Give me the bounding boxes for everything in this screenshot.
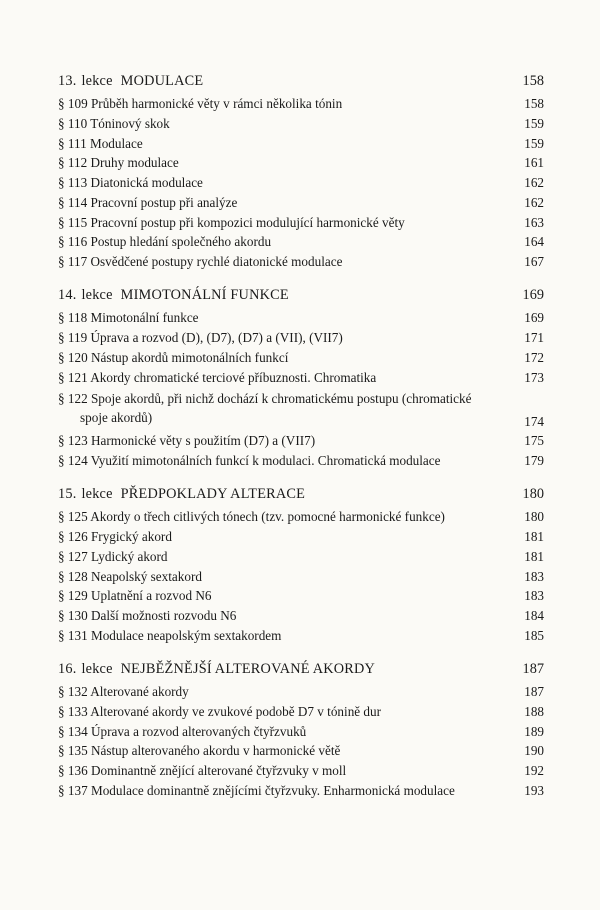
toc-entry[interactable] bbox=[58, 705, 544, 718]
section-page-number: 187 bbox=[522, 660, 544, 677]
toc-entry-page: 173 bbox=[524, 369, 544, 385]
toc-entry-label: § 119 Úprava a rozvod (D), (D7), (D7) a (VII), (VII7) bbox=[58, 330, 343, 346]
lesson-title: MODULACE bbox=[120, 73, 204, 89]
toc-entry-page: 167 bbox=[524, 253, 544, 269]
toc-entry[interactable] bbox=[58, 725, 544, 738]
toc-entry-label: § 128 Neapolský sextakord bbox=[58, 568, 202, 584]
lesson-word: lekce bbox=[81, 287, 113, 304]
table-of-contents bbox=[58, 74, 544, 797]
toc-entry[interactable] bbox=[58, 629, 544, 642]
toc-section bbox=[58, 74, 544, 268]
section-page-number: 169 bbox=[522, 287, 544, 304]
toc-entry-page: 171 bbox=[524, 330, 544, 346]
toc-entry-label: § 132 Alterované akordy bbox=[58, 684, 189, 700]
toc-entry-page: 183 bbox=[524, 568, 544, 584]
toc-entry[interactable] bbox=[58, 216, 544, 229]
toc-entry-label: § 114 Pracovní postup při analýze bbox=[58, 194, 238, 210]
toc-entry-label bbox=[58, 390, 510, 427]
section-heading-label bbox=[58, 487, 510, 501]
toc-entry-label: § 136 Dominantně znějící alterované čtyřzvuky v moll bbox=[58, 762, 347, 778]
section-page-number: 158 bbox=[522, 73, 544, 89]
lesson-title: PŘEDPOKLADY ALTERACE bbox=[120, 486, 306, 503]
lesson-word: lekce bbox=[81, 660, 113, 677]
toc-entry[interactable] bbox=[58, 176, 544, 189]
toc-entry-label: § 111 Modulace bbox=[58, 135, 143, 151]
toc-entry[interactable] bbox=[58, 371, 544, 384]
lesson-number: 15. bbox=[58, 486, 77, 503]
toc-entry-label: § 124 Využití mimotonálních funkcí k modulaci. Chromatická modulace bbox=[58, 452, 441, 468]
toc-entry-page: 162 bbox=[524, 194, 544, 210]
toc-entry-label: § 116 Postup hledání společného akordu bbox=[58, 234, 272, 250]
toc-entry[interactable] bbox=[58, 784, 544, 797]
lesson-title: MIMOTONÁLNÍ FUNKCE bbox=[120, 287, 289, 304]
toc-entry-label: § 126 Frygický akord bbox=[58, 529, 172, 545]
toc-entry-label: § 110 Tóninový skok bbox=[58, 116, 170, 131]
toc-entry-label: § 125 Akordy o třech citlivých tónech (tzv. pomocné harmonické funkce) bbox=[58, 509, 445, 525]
toc-entry[interactable] bbox=[58, 744, 544, 757]
toc-entry-page: 190 bbox=[524, 743, 544, 759]
toc-entry-page: 193 bbox=[524, 782, 544, 798]
toc-entry[interactable] bbox=[58, 685, 544, 698]
toc-entry-label: § 113 Diatonická modulace bbox=[58, 175, 203, 191]
toc-entry[interactable] bbox=[58, 510, 544, 523]
toc-section bbox=[58, 288, 544, 467]
toc-entry[interactable] bbox=[58, 434, 544, 447]
toc-entry-page: 161 bbox=[524, 155, 544, 171]
toc-entry-label: § 135 Nástup alterovaného akordu v harmonické větě bbox=[58, 743, 341, 759]
section-heading-row bbox=[58, 487, 544, 501]
lesson-number: 16. bbox=[58, 660, 77, 677]
section-heading-label bbox=[58, 74, 510, 88]
toc-entry[interactable] bbox=[58, 137, 544, 150]
toc-entry[interactable] bbox=[58, 156, 544, 169]
toc-entry-label-line1: § 122 Spoje akordů, při nichž dochází k chromatickému postupu (chromatické bbox=[58, 391, 472, 407]
lesson-number: 14. bbox=[58, 287, 77, 304]
toc-entry-page: 169 bbox=[524, 310, 544, 326]
toc-entry-label: § 120 Nástup akordů mimotonálních funkcí bbox=[58, 349, 289, 365]
toc-entry-label: § 129 Uplatnění a rozvod N6 bbox=[58, 588, 212, 604]
toc-section bbox=[58, 662, 544, 797]
toc-entry-label: § 137 Modulace dominantně znějícími čtyřzvuky. Enharmonická modulace bbox=[58, 782, 455, 798]
toc-entry-label: § 118 Mimotonální funkce bbox=[58, 310, 199, 326]
toc-entry-page: 159 bbox=[524, 135, 544, 151]
toc-entry[interactable] bbox=[58, 235, 544, 248]
section-heading-label bbox=[58, 662, 510, 676]
toc-entry-page: 184 bbox=[524, 607, 544, 623]
lesson-word: lekce bbox=[81, 73, 113, 89]
lesson-number: 13. bbox=[58, 73, 77, 89]
toc-entry-label: § 112 Druhy modulace bbox=[58, 155, 179, 171]
toc-entry-label: § 133 Alterované akordy ve zvukové podobě D7 v tónině dur bbox=[58, 703, 382, 719]
section-page-number: 180 bbox=[522, 486, 544, 503]
toc-entry-page: 180 bbox=[524, 509, 544, 525]
toc-entry-page: 179 bbox=[524, 452, 544, 468]
section-heading-label bbox=[58, 288, 510, 302]
toc-entry[interactable] bbox=[58, 331, 544, 344]
toc-entry[interactable] bbox=[58, 764, 544, 777]
section-heading-row bbox=[58, 74, 544, 88]
toc-entry-label: § 134 Úprava a rozvod alterovaných čtyřzvuků bbox=[58, 723, 307, 739]
toc-entry[interactable] bbox=[58, 255, 544, 268]
toc-entry-label: § 131 Modulace neapolským sextakordem bbox=[58, 627, 282, 643]
section-heading-row bbox=[58, 662, 544, 676]
toc-section bbox=[58, 487, 544, 642]
toc-entry-page: 164 bbox=[524, 234, 544, 250]
toc-entry-label: § 115 Pracovní postup při kompozici modulující harmonické věty bbox=[58, 214, 405, 230]
toc-entry[interactable] bbox=[58, 454, 544, 467]
toc-entry-page: 187 bbox=[524, 684, 544, 700]
toc-entry[interactable] bbox=[58, 97, 544, 110]
toc-entry-label: § 130 Další možnosti rozvodu N6 bbox=[58, 607, 237, 623]
toc-entry-page: 189 bbox=[524, 723, 544, 739]
toc-entry-page: 162 bbox=[524, 175, 544, 191]
toc-entry[interactable] bbox=[58, 530, 544, 543]
toc-entry-label: § 117 Osvědčené postupy rychlé diatonické modulace bbox=[58, 253, 343, 269]
toc-entry[interactable] bbox=[58, 196, 544, 209]
toc-entry[interactable] bbox=[58, 570, 544, 583]
toc-entry-page: 181 bbox=[524, 548, 544, 564]
toc-entry-page: 192 bbox=[524, 762, 544, 778]
toc-entry[interactable] bbox=[58, 311, 544, 324]
toc-entry-page: 175 bbox=[524, 433, 544, 449]
toc-entry[interactable] bbox=[58, 351, 544, 364]
toc-entry[interactable] bbox=[58, 609, 544, 622]
toc-entry-label: § 123 Harmonické věty s použitím (D7) a (VII7) bbox=[58, 433, 316, 449]
toc-entry-page: 181 bbox=[524, 529, 544, 545]
toc-entry[interactable] bbox=[58, 390, 544, 427]
toc-entry-label: § 109 Průběh harmonické věty v rámci několika tónin bbox=[58, 96, 343, 112]
toc-entry[interactable] bbox=[58, 117, 544, 130]
toc-entry-page: 174 bbox=[524, 413, 544, 429]
toc-entry-page: 172 bbox=[524, 349, 544, 365]
toc-entry[interactable] bbox=[58, 550, 544, 563]
section-heading-row bbox=[58, 288, 544, 302]
toc-entry-page: 185 bbox=[524, 627, 544, 643]
toc-entry-page: 159 bbox=[524, 116, 544, 131]
lesson-word: lekce bbox=[81, 486, 113, 503]
toc-entry-label: § 127 Lydický akord bbox=[58, 548, 168, 564]
toc-entry-page: 188 bbox=[524, 703, 544, 719]
lesson-title: NEJBĚŽNĚJŠÍ ALTEROVANÉ AKORDY bbox=[120, 660, 376, 677]
toc-entry-page: 158 bbox=[524, 96, 544, 112]
toc-entry-page: 183 bbox=[524, 588, 544, 604]
toc-entry-page: 163 bbox=[524, 214, 544, 230]
toc-entry[interactable] bbox=[58, 589, 544, 602]
toc-entry-label-line2: spoje akordů) bbox=[80, 409, 153, 425]
toc-entry-label: § 121 Akordy chromatické terciové příbuznosti. Chromatika bbox=[58, 369, 377, 385]
